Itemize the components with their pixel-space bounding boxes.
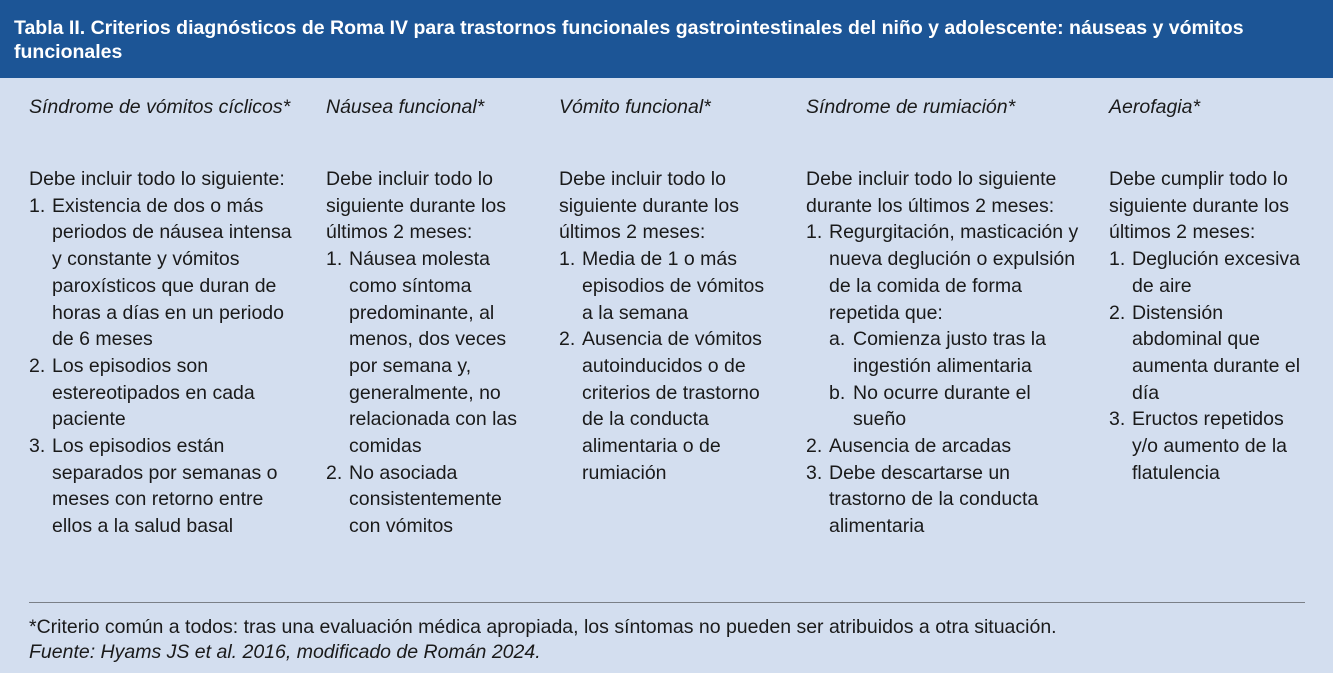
list-item	[829, 326, 1081, 379]
column-intro: Debe incluir todo lo siguiente durante los últimos 2 meses:	[806, 168, 1057, 217]
item-text: Los episodios son estereotipados en cada paciente	[52, 354, 255, 431]
column-heading: Náusea funcional*	[326, 96, 485, 118]
item-number: 1.	[806, 221, 823, 244]
table-footer	[29, 615, 1319, 665]
list-item	[806, 219, 1081, 433]
footnote: *Criterio común a todos: tras una evaluación médica apropiada, los síntomas no pueden ser atribuidos a otra situación.	[29, 616, 1057, 638]
column-heading: Aerofagia*	[1109, 96, 1201, 118]
item-text: Eructos repetidos y/o aumento de la flatulencia	[1132, 408, 1288, 484]
item-text: Media de 1 o más episodios de vómitos a la semana	[582, 248, 765, 324]
list-item	[1109, 246, 1309, 299]
list-item	[1109, 300, 1309, 407]
item-text: Náusea molesta como síntoma predominante, al menos, dos veces por semana y, generalmente, no relacionada con las comidas	[349, 248, 518, 458]
column-heading: Síndrome de rumiación*	[806, 96, 1016, 118]
item-text: Distensión abdominal que aumenta durante el día	[1132, 301, 1301, 404]
column-intro: Debe incluir todo lo siguiente durante los últimos 2 meses:	[559, 168, 739, 244]
list-item	[29, 193, 294, 353]
item-letter: a.	[829, 328, 846, 351]
list-item	[806, 433, 1081, 460]
item-number: 3.	[806, 461, 823, 484]
column-ciclicos	[29, 94, 294, 540]
list-item	[29, 353, 294, 433]
item-text: Comienza justo tras la ingestión alimentaria	[853, 328, 1046, 377]
item-number: 2.	[326, 461, 343, 484]
item-text: Ausencia de arcadas	[829, 435, 1012, 458]
column-nausea	[326, 94, 526, 540]
item-text: No asociada consistentemente con vómitos	[349, 461, 502, 538]
list-item	[559, 326, 769, 486]
criteria-columns	[0, 94, 1333, 594]
column-intro: Debe incluir todo lo siguiente:	[29, 168, 285, 190]
list-item	[559, 246, 769, 326]
source-citation: Fuente: Hyams JS et al. 2016, modificado de Román 2024.	[29, 641, 541, 663]
list-item	[806, 460, 1081, 540]
criteria-list	[559, 246, 769, 486]
item-text: Ausencia de vómitos autoinducidos o de criterios de trastorno de la conducta alimentaria o de rumiación	[582, 328, 762, 484]
table-title: Tabla II. Criterios diagnósticos de Roma IV para trastornos funcionales gastrointestinales del niño y adolescente: náuseas y vómitos funcionales	[0, 0, 1333, 78]
item-text: Los episodios están separados por semanas o meses con retorno entre ellos a la salud basal	[52, 435, 278, 538]
item-text: Existencia de dos o más periodos de náusea intensa y constante y vómitos paroxísticos que duran de horas a días en un periodo de 6 meses	[52, 194, 292, 351]
column-aerofagia	[1109, 94, 1309, 486]
column-rumiacion	[806, 94, 1081, 540]
criteria-list	[806, 219, 1081, 539]
item-number: 1.	[326, 248, 343, 271]
sub-criteria-list	[829, 326, 1081, 433]
item-number: 1.	[29, 194, 46, 217]
item-number: 1.	[559, 248, 576, 271]
column-heading: Vómito funcional*	[559, 96, 711, 118]
item-letter: b.	[829, 381, 846, 404]
column-intro: Debe incluir todo lo siguiente durante los últimos 2 meses:	[326, 168, 506, 244]
footer-divider	[29, 602, 1305, 603]
list-item	[326, 460, 526, 540]
list-item	[326, 246, 526, 460]
item-text: No ocurre durante el sueño	[853, 381, 1031, 431]
item-number: 2.	[1109, 301, 1126, 324]
list-item	[1109, 406, 1309, 486]
item-text: Debe descartarse un trastorno de la conducta alimentaria	[829, 461, 1039, 538]
criteria-list	[326, 246, 526, 540]
column-vomito	[559, 94, 769, 486]
column-intro: Debe cumplir todo lo siguiente durante los últimos 2 meses:	[1109, 168, 1289, 244]
item-number: 2.	[806, 435, 823, 458]
item-number: 3.	[29, 435, 46, 458]
item-number: 2.	[29, 354, 46, 377]
item-text: Regurgitación, masticación y nueva deglución o expulsión de la comida de forma repetida que:	[829, 221, 1079, 324]
column-heading: Síndrome de vómitos cíclicos*	[29, 96, 291, 118]
item-text: Deglución excesiva de aire	[1132, 248, 1301, 297]
list-item	[29, 433, 294, 540]
item-number: 1.	[1109, 248, 1126, 271]
item-number: 3.	[1109, 408, 1126, 431]
criteria-list	[29, 193, 294, 540]
criteria-list	[1109, 246, 1309, 486]
item-number: 2.	[559, 328, 576, 351]
list-item	[829, 380, 1081, 433]
